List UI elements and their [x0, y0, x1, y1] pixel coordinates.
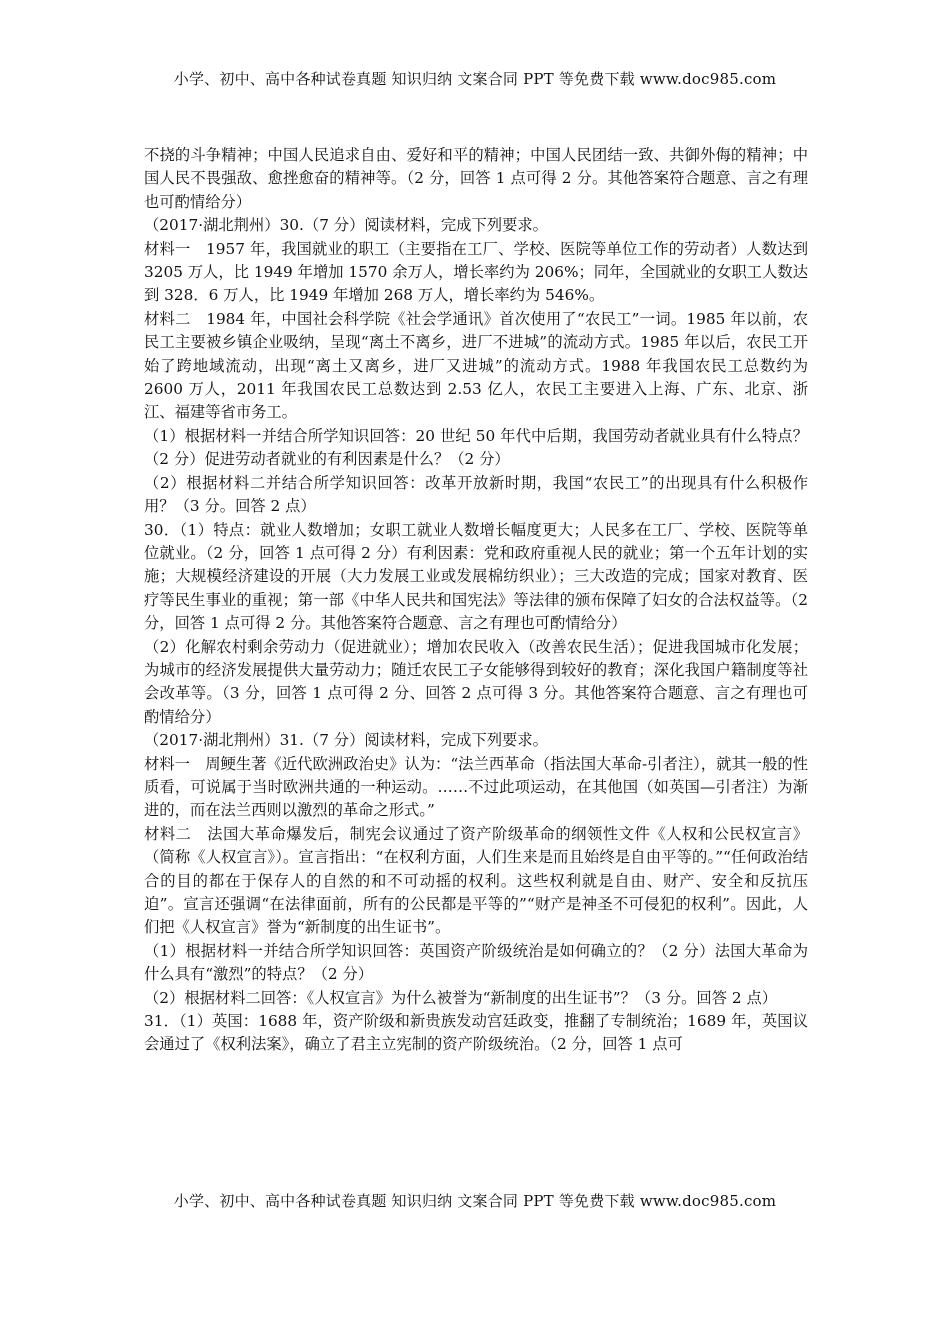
material-two: 材料二 法国大革命爆发后，制宪会议通过了资产阶级革命的纲领性文件《人权和公民权宣言》（简称《人权宣言》）。宣言指出：“在权利方面，人们生来是而且始终是自由平等的。”“任何政治结合的目的都在于保存人的自然的和不可动摇的权利。这些权利就是自由、财产、安全和反抗压迫”。宣言还强调“在法律面前，所有的公民都是平等的”“财产是神圣不可侵犯的权利”。因此，人们把《人权宣言》誉为“新制度的出生证书”。 — [144, 824, 808, 937]
document-body — [144, 144, 808, 1057]
page-footer: 小学、初中、高中各种试卷真题 知识归纳 文案合同 PPT 等免费下载 www.doc985.com — [173, 1192, 777, 1210]
answer-30-part-2: （2）化解农村剩余劳动力（促进就业）；增加农民收入（改善农民生活）；促进我国城市化发展；为城市的经济发展提供大量劳动力；随迁农民工子女能够得到较好的教育；深化我国户籍制度等社会改革等。（3 分，回答 1 点可得 2 分、回答 2 点可得 3 分。其他答案符合题意、言之有理也可酌情给分） — [144, 637, 808, 726]
material-one: 材料一 周鲠生著《近代欧洲政治史》认为：“法兰西革命（指法国大革命-引者注），就其一般的性质看，可说属于当时欧洲共通的一种运动。……不过此项运动，在其他国（如英国—引者注）为渐进的，而在法兰西则以激烈的革命之形式。” — [144, 754, 808, 820]
question-30-heading: （2017·湖北荆州）30.（7 分）阅读材料，完成下列要求。 — [144, 216, 548, 235]
material-two: 材料二 1984 年，中国社会科学院《社会学通讯》首次使用了“农民工”一词。1985 年以前，农民工主要被乡镇企业吸纳，呈现“离土不离乡，进厂不进城”的流动方式。1985 年以后，农民工开始了跨地域流动，出现“离土又离乡，进厂又进城”的流动方式。1988 年我国农民工总数约为 2600 万人，2011 年我国农民工总数达到 2.53 亿人，农民工主要进入上海、广东、北京、浙江、福建等省市务工。 — [144, 309, 808, 422]
answer-30-part-1: 30．（1）特点：就业人数增加；女职工就业人数增长幅度更大；人民多在工厂、学校、医院等单位就业。（2 分，回答 1 点可得 2 分）有利因素：党和政府重视人民的就业；第一个五年计划的实施；大规模经济建设的开展（大力发展工业或发展棉纺织业）；三大改造的完成；国家对教育、医疗等民生事业的重视；第一部《中华人民共和国宪法》等法律的颁布保障了妇女的合法权益等。（2 分，回答 1 点可得 2 分。其他答案符合题意、言之有理也可酌情给分） — [144, 520, 808, 633]
material-one: 材料一 1957 年，我国就业的职工（主要指在工厂、学校、医院等单位工作的劳动者）人数达到 3205 万人，比 1949 年增加 1570 余万人，增长率约为 206%；同年，全国就业的女职工人数达到 328．6 万人，比 1949 年增加 268 万人，增长率约为 546%。 — [144, 239, 808, 305]
question-31-heading: （2017·湖北荆州）31.（7 分）阅读材料，完成下列要求。 — [144, 731, 548, 750]
question-31-part-1: （1）根据材料一并结合所学知识回答：英国资产阶级统治是如何确立的？（2 分）法国大革命为什么具有“激烈”的特点？（2 分） — [144, 941, 808, 984]
question-30-part-2: （2）根据材料二并结合所学知识回答：改革开放新时期，我国“农民工”的出现具有什么积极作用？（3 分。回答 2 点） — [144, 473, 808, 516]
question-31-part-2: （2）根据材料二回答：《人权宣言》为什么被誉为“新制度的出生证书”？（3 分。回答 2 点） — [144, 988, 778, 1007]
question-30-part-1: （1）根据材料一并结合所学知识回答：20 世纪 50 年代中后期，我国劳动者就业具有什么特点？（2 分）促进劳动者就业的有利因素是什么？（2 分） — [144, 426, 808, 469]
answer-31-part-1: 31．（1）英国：1688 年，资产阶级和新贵族发动宫廷政变，推翻了专制统治；1689 年，英国议会通过了《权利法案》，确立了君主立宪制的资产阶级统治。（2 分，回答 1 点可 — [144, 1012, 808, 1054]
paragraph: 不挠的斗争精神；中国人民追求自由、爱好和平的精神；中国人民团结一致、共御外侮的精神；中国人民不畏强敌、愈挫愈奋的精神等。（2 分，回答 1 点可得 2 分。其他答案符合题意、言之有理也可酌情给分） — [144, 146, 808, 211]
page-header: 小学、初中、高中各种试卷真题 知识归纳 文案合同 PPT 等免费下载 www.doc985.com — [173, 70, 777, 88]
